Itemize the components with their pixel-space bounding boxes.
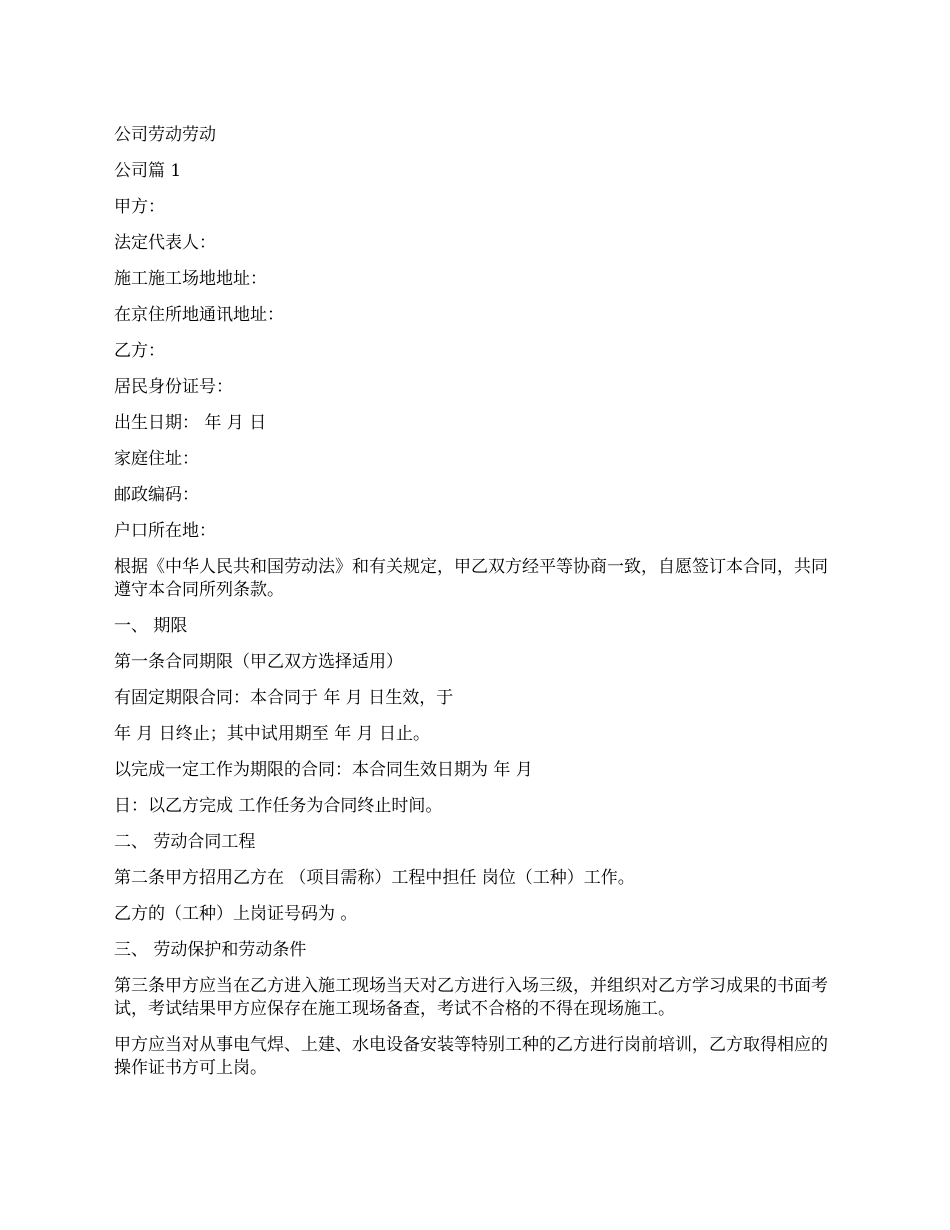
document-title: 公司劳动劳动 — [114, 125, 216, 145]
article-1-fixed-term-start: 有固定期限合同：本合同于 年 月 日生效，于 — [114, 688, 454, 708]
postal-code-field: 邮政编码： — [114, 485, 199, 505]
article-3-special-training: 甲方应当对从事电气焊、上建、水电设备安装等特别工种的乙方进行岗前培训，乙方取得相应的操作证书方可上岗。 — [114, 1035, 828, 1078]
party-b-field: 乙方： — [114, 341, 165, 361]
legal-representative-field: 法定代表人： — [114, 233, 216, 253]
article-1-task-term-start: 以完成一定工作为期限的合同：本合同生效日期为 年 月 — [114, 760, 533, 780]
home-address-field: 家庭住址： — [114, 449, 199, 469]
article-1: 第一条合同期限（甲乙双方选择适用） — [114, 652, 403, 672]
section-heading-project: 二、 劳动合同工程 — [114, 832, 256, 852]
section-heading-term: 一、 期限 — [114, 616, 188, 636]
site-address-field: 施工施工场地地址： — [114, 269, 267, 289]
hukou-field: 户口所在地： — [114, 521, 216, 541]
article-2: 第二条甲方招用乙方在 （项目需称）工程中担任 岗位（工种）工作。 — [114, 868, 635, 888]
article-1-task-term-end: 日：以乙方完成 工作任务为合同终止时间。 — [114, 796, 443, 816]
article-2-certificate: 乙方的（工种）上岗证号码为 。 — [114, 904, 358, 924]
party-a-field: 甲方： — [114, 197, 165, 217]
section-heading-protection: 三、 劳动保护和劳动条件 — [114, 940, 307, 960]
document-body — [114, 124, 830, 1093]
article-3: 第三条甲方应当在乙方进入施工现场当天对乙方进行入场三级，并组织对乙方学习成果的书面考试，考试结果甲方应保存在施工现场备查，考试不合格的不得在现场施工。 — [114, 976, 828, 1019]
id-number-field: 居民身份证号： — [114, 377, 233, 397]
preamble-paragraph: 根据《中华人民共和国劳动法》和有关规定，甲乙双方经平等协商一致，自愿签订本合同，共同遵守本合同所列条款。 — [114, 557, 828, 600]
birth-date-field: 出生日期： 年 月 日 — [114, 413, 267, 433]
beijing-address-field: 在京住所地通讯地址： — [114, 305, 284, 325]
article-1-fixed-term-end: 年 月 日终止；其中试用期至 年 月 日止。 — [114, 724, 431, 744]
document-subtitle: 公司篇 1 — [114, 161, 182, 181]
